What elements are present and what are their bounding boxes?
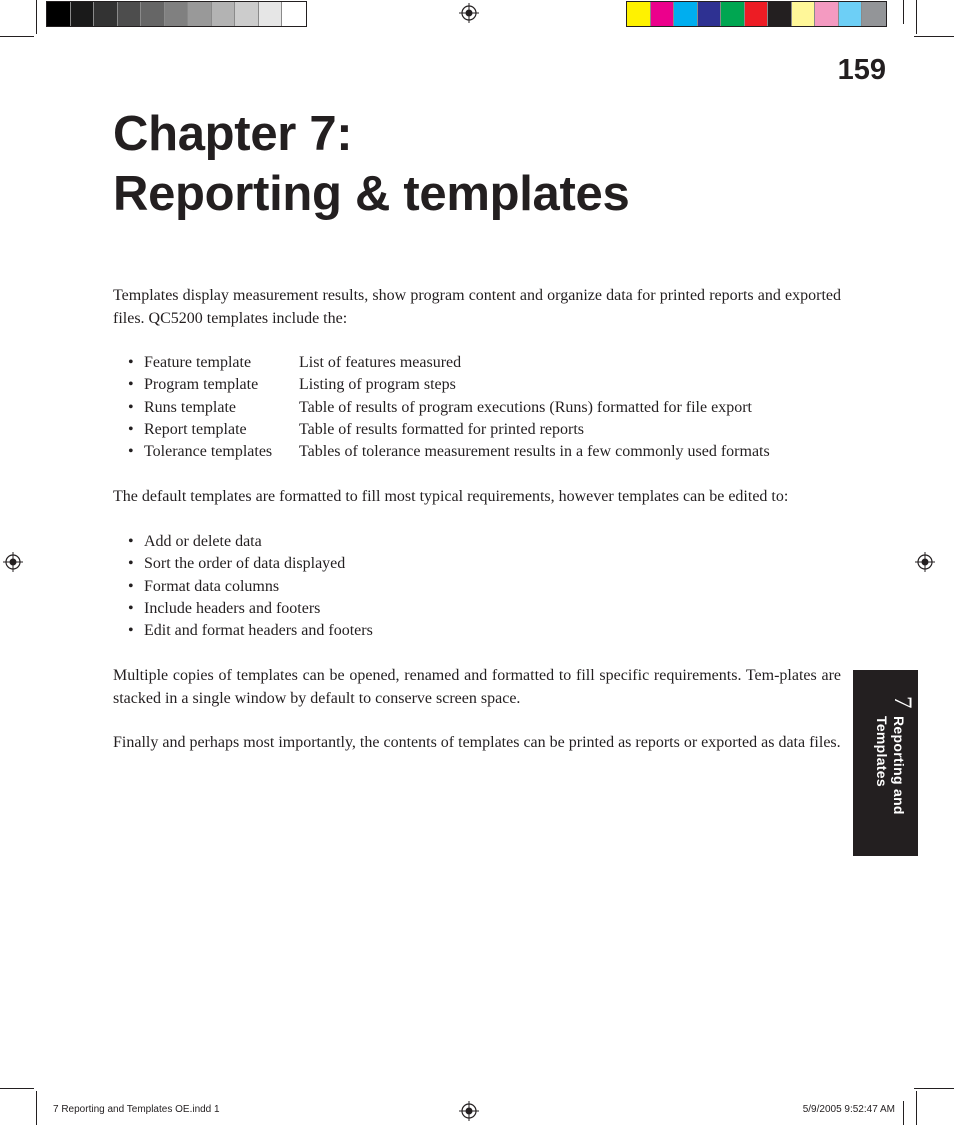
template-description: Listing of program steps <box>299 376 456 394</box>
color-swatch <box>94 2 118 26</box>
list-item-text: Include headers and footers <box>144 599 321 617</box>
grayscale-color-bar <box>46 1 307 27</box>
bullet: • <box>128 420 134 438</box>
template-description: Table of results formatted for printed reports <box>299 420 585 438</box>
slug-datetime: 5/9/2005 9:52:47 AM <box>802 1104 895 1115</box>
color-swatch <box>282 2 306 26</box>
crop-mark <box>903 0 904 24</box>
list-item-text: Sort the order of data displayed <box>144 555 346 573</box>
template-list <box>128 352 770 463</box>
color-swatch <box>839 2 863 26</box>
edit-options-list <box>128 531 373 642</box>
list-item <box>128 620 373 642</box>
bullet: • <box>128 443 134 461</box>
color-swatch <box>721 2 745 26</box>
color-swatch <box>141 2 165 26</box>
bullet: • <box>128 533 134 550</box>
color-swatch <box>188 2 212 26</box>
template-name: Feature template <box>144 354 252 371</box>
color-swatch <box>259 2 283 26</box>
registration-mark-icon <box>915 552 935 572</box>
chapter-tab-number: 7 <box>889 696 916 709</box>
chapter-side-tab <box>853 670 918 856</box>
multiple-copies-paragraph: Multiple copies of templates can be opened, renamed and formatted to fill specific requirements. Tem-plates are stacked in a single window by default to conserve screen space. <box>113 667 841 707</box>
color-swatch <box>651 2 675 26</box>
color-swatch <box>627 2 651 26</box>
template-name: Runs template <box>144 398 236 416</box>
color-swatch <box>792 2 816 26</box>
list-item <box>128 397 770 419</box>
template-description: Tables of tolerance measurement results in a few commonly used formats <box>299 443 770 461</box>
list-item <box>128 553 373 575</box>
registration-mark-icon <box>459 3 479 23</box>
list-item-text: Add or delete data <box>144 533 262 550</box>
crop-mark <box>916 1091 917 1125</box>
template-name: Report template <box>144 420 247 438</box>
color-swatch <box>212 2 236 26</box>
bullet: • <box>128 577 134 595</box>
edit-intro-paragraph: The default templates are formatted to fill most typical requirements, however templates can be edited to: <box>113 488 789 505</box>
crop-mark <box>914 1088 954 1089</box>
template-description: List of features measured <box>299 354 462 371</box>
process-color-bar <box>626 1 887 27</box>
bullet: • <box>128 398 134 416</box>
bullet: • <box>128 622 134 640</box>
list-item <box>128 441 770 463</box>
color-swatch <box>745 2 769 26</box>
list-item <box>128 531 373 553</box>
template-description: Table of results of program executions (Runs) formatted for file export <box>299 398 752 416</box>
crop-mark <box>0 36 34 37</box>
color-swatch <box>815 2 839 26</box>
list-item-text: Format data columns <box>144 577 280 595</box>
color-swatch <box>235 2 259 26</box>
chapter-title-line-1: Chapter 7: <box>113 107 353 161</box>
chapter-tab-label-line-1: Reporting and <box>891 716 907 815</box>
list-item <box>128 352 770 374</box>
slug-filename: 7 Reporting and Templates OE.indd 1 <box>53 1104 220 1115</box>
bullet: • <box>128 555 134 573</box>
list-item <box>128 374 770 396</box>
color-swatch <box>862 2 886 26</box>
registration-mark-icon <box>3 552 23 572</box>
crop-mark <box>36 1091 37 1125</box>
color-swatch <box>165 2 189 26</box>
chapter-title <box>113 104 629 224</box>
finally-paragraph: Finally and perhaps most importantly, the contents of templates can be printed as reports or exported as data files. <box>113 734 841 751</box>
color-swatch <box>71 2 95 26</box>
page-number: 159 <box>837 54 886 86</box>
list-item-text: Edit and format headers and footers <box>144 622 373 640</box>
bullet: • <box>128 599 134 617</box>
crop-mark <box>914 36 954 37</box>
chapter-tab-label-line-2: Templates <box>874 716 890 787</box>
list-item <box>128 419 770 441</box>
bullet: • <box>128 376 134 394</box>
color-swatch <box>118 2 142 26</box>
chapter-title-line-2: Reporting & templates <box>113 167 630 221</box>
color-swatch <box>674 2 698 26</box>
template-name: Tolerance templates <box>144 443 273 461</box>
registration-mark-icon <box>459 1101 479 1121</box>
list-item <box>128 576 373 598</box>
crop-mark <box>916 0 917 34</box>
crop-mark <box>36 0 37 34</box>
color-swatch <box>768 2 792 26</box>
crop-mark <box>903 1101 904 1125</box>
color-swatch <box>47 2 71 26</box>
color-swatch <box>698 2 722 26</box>
bullet: • <box>128 354 134 371</box>
crop-mark <box>0 1088 34 1089</box>
intro-paragraph: Templates display measurement results, show program content and organize data for printed reports and exported files. QC5200 templates include the: <box>113 287 841 327</box>
list-item <box>128 598 373 620</box>
template-name: Program template <box>144 376 259 394</box>
